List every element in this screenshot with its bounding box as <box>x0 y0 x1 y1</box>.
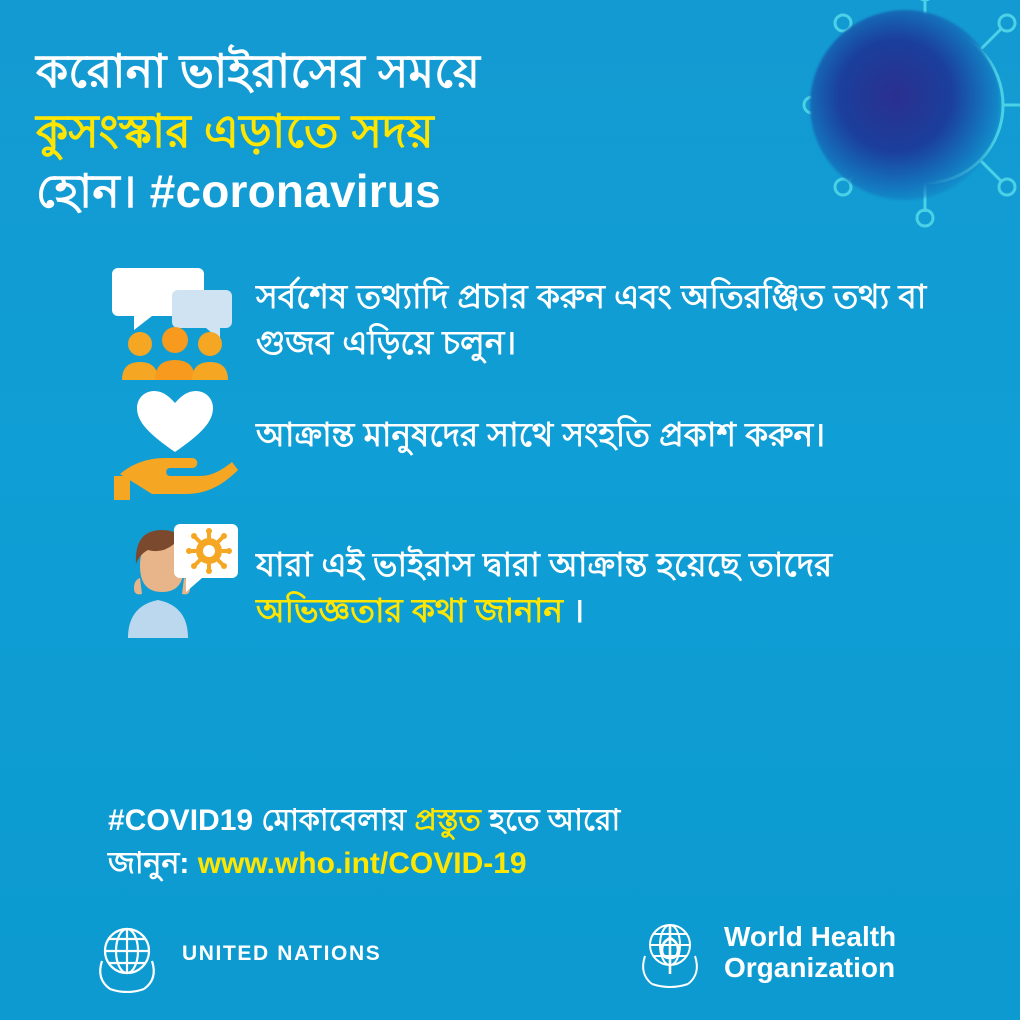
tip-text: সর্বশেষ তথ্যাদি প্রচার করুন এবং অতিরঞ্জিত তথ্য বা গুজব এড়িয়ে চলুন। <box>256 278 927 361</box>
who-label-line-1: World Health <box>724 920 897 952</box>
united-nations-logo <box>88 915 381 993</box>
footer-note <box>108 800 928 885</box>
tip-row <box>110 520 970 640</box>
hand-heart-icon <box>110 390 240 510</box>
headline <box>36 42 856 221</box>
headline-line-3-text: হোন। <box>36 164 150 217</box>
footer-line-2 <box>108 843 928 886</box>
headline-line-2-highlight-b: সদয় <box>351 104 434 157</box>
world-health-organization-logo <box>630 912 896 992</box>
tip-text: আক্রান্ত মানুষদের সাথে সংহতি প্রকাশ করুন। <box>256 416 826 453</box>
footer-line-1-c: হতে আরো <box>480 804 621 837</box>
headline-line-2 <box>36 102 856 162</box>
headline-line-1: করোনা ভাইরাসের সময়ে <box>36 45 481 97</box>
un-emblem-icon <box>88 915 166 993</box>
un-label: UNITED NATIONS <box>182 942 382 965</box>
people-speech-bubbles-icon <box>110 262 240 382</box>
who-label-line-2: Organization <box>724 952 896 983</box>
who-covid-url[interactable]: www.who.int/COVID-19 <box>197 846 527 880</box>
person-virus-bubble-icon <box>110 520 240 640</box>
tip-row <box>110 262 970 382</box>
footer-line-1-highlight: প্রস্তুত <box>414 804 481 837</box>
footer-line-1 <box>108 800 928 843</box>
tip-text-highlight: অভিজ্ঞতার কথা জানান <box>256 591 564 629</box>
tip-row <box>110 390 970 510</box>
tip-text <box>240 520 970 633</box>
who-label <box>724 921 896 984</box>
footer-learn-more-label: জানুন: <box>108 846 190 880</box>
footer-line-1-a: #COVID19 মোকাবেলায় <box>108 804 415 837</box>
tips-list <box>110 262 970 640</box>
tip-text-part-c: । <box>563 591 585 629</box>
who-emblem-icon <box>630 912 710 992</box>
headline-line-3 <box>36 162 856 222</box>
headline-hashtag: #coronavirus <box>149 164 441 217</box>
tip-text-part-a: যারা এই ভাইরাস দ্বারা আক্রান্ত হয়েছে তাদের <box>256 546 833 583</box>
headline-line-2-highlight-a: কুসংস্কার এড়াতে <box>36 104 352 157</box>
